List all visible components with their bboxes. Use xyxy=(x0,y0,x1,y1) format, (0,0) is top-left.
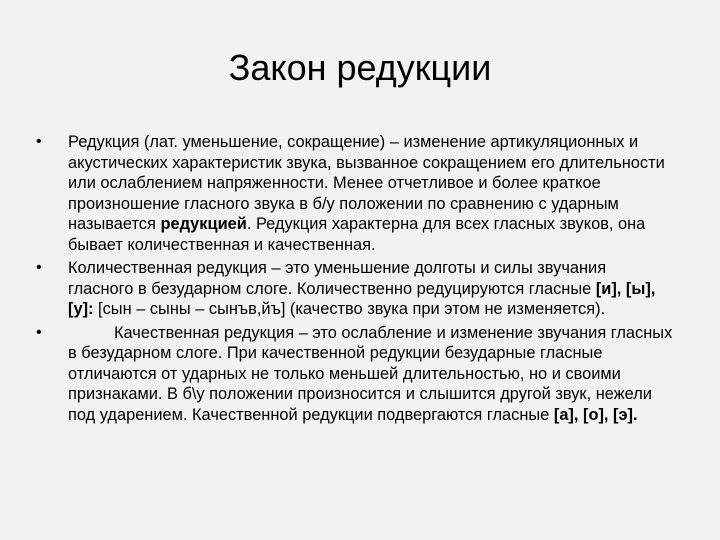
bullet-text: Качественная редукция – это ослабление и изменение звучания гласных в безударном слоге. При качественной редукции безударные гласные отличаются от ударных не только меньшей длительностью, но и своими признаками. В б\у положении произносится и слышится другой звук, нежели под ударением. Качественной редукции подвергаются гласные xyxy=(68,323,673,424)
bullet-qualitative-reduction xyxy=(36,323,676,426)
bullet-dot-icon: • xyxy=(36,323,42,341)
bullet-text: . Редукция характерна для всех гласных звуков, она бывает количественная и качественная. xyxy=(68,215,646,254)
bullet-reduction-definition xyxy=(36,132,676,255)
bullet-quantitative-reduction xyxy=(36,258,676,320)
bullet-text: Редукция (лат. уменьшение, сокращение) – изменение артикуляционных и акустических характеристик звука, вызванное сокращением его длительности или ослаблением напряженности. Менее отчетливое и более краткое произношение гласного звука в б/у положении по сравнению с ударным называется xyxy=(68,133,665,233)
slide-title: Закон редукции xyxy=(228,47,492,88)
bold-term: [а], [о], [э]. xyxy=(553,405,638,424)
bullet-text: [сын – сыны – сынъв,йъ] (качество звука при этом не изменяется). xyxy=(93,300,606,318)
bold-term: редукцией xyxy=(160,215,247,233)
bold-term: [и], [ы], [у]: xyxy=(68,279,656,318)
bullet-text: Количественная редукция – это уменьшение долготы и силы звучания гласного в безударном слоге. Количественно редуцируются гласные xyxy=(68,259,607,298)
bullet-dot-icon: • xyxy=(36,133,42,150)
bullet-list xyxy=(36,132,676,428)
bullet-dot-icon: • xyxy=(36,259,42,276)
